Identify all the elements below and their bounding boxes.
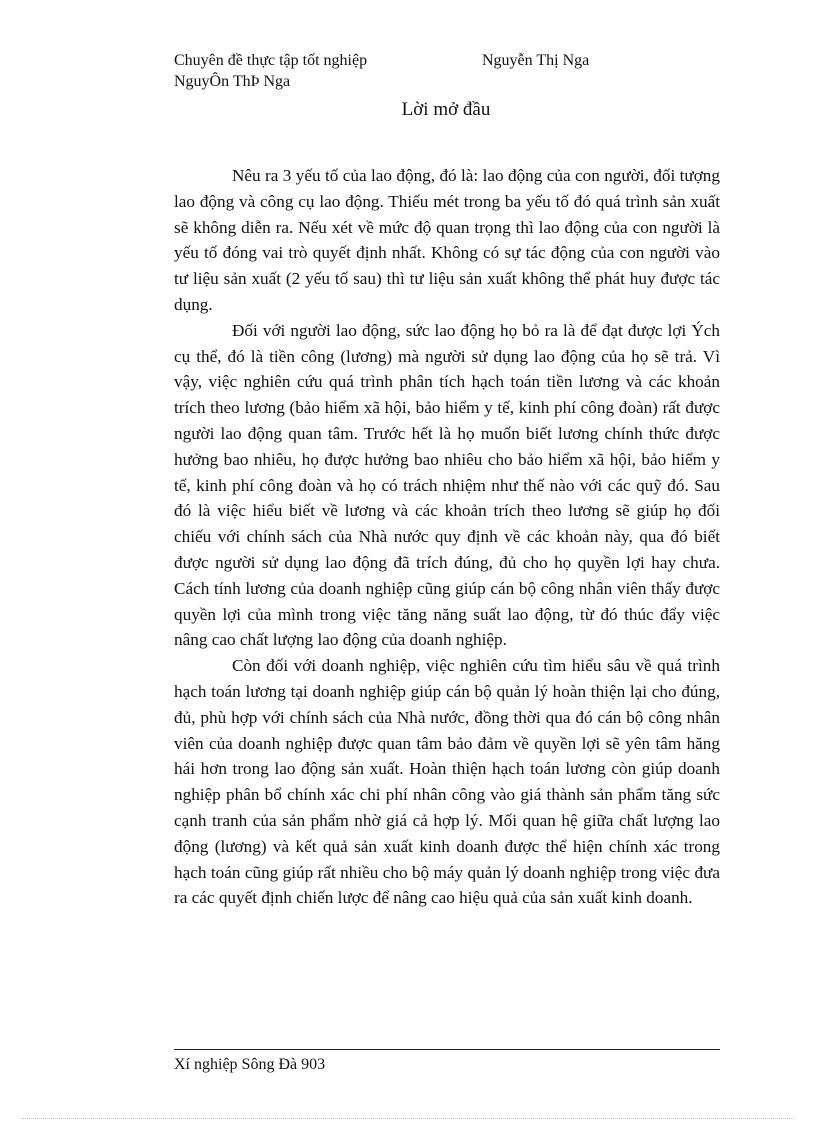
header-row: [174, 50, 720, 71]
page-title: Lời mở đầu: [401, 99, 491, 120]
header-author-garbled: NguyÔn ThÞ Nga: [174, 73, 291, 90]
footer-divider: [174, 1049, 720, 1050]
page-header: [174, 50, 720, 92]
footer-company: Xí nghiệp Sông Đà 903: [174, 1056, 326, 1073]
header-author: Nguyễn Thị Nga: [482, 52, 590, 69]
page-bottom-edge: [22, 1118, 794, 1119]
paragraph-3: Còn đối với doanh nghiệp, việc nghiên cứu tìm hiểu sâu về quá trình hạch toán lương tại doanh nghiệp giúp cán bộ quản lý hoàn thiện lại cho đúng, đủ, phù hợp với chính sách của Nhà nước, đồng thời qua đó cán bộ công nhân viên của doanh nghiệp được quan tâm bảo đảm về quyền lợi sẽ yên tâm hăng hái hơn trong lao động sản xuất. Hoàn thiện hạch toán lương còn giúp doanh nghiệp phân bổ chính xác chi phí nhân công vào giá thành sản phẩm tăng sức cạnh tranh của sản phẩm nhờ giá cả hợp lý. Mối quan hệ giữa chất lượng lao động (lương) và kết quả sản xuất kinh doanh được thể hiện chính xác trong hạch toán cũng giúp rất nhiều cho bộ máy quản lý doanh nghiệp trong việc đưa ra các quyết định chiến lược để nâng cao hiệu quả của sản xuất kinh doanh.: [174, 656, 720, 908]
paragraph-2: Đối với người lao động, sức lao động họ bỏ ra là để đạt được lợi Ých cụ thể, đó là tiền công (lương) mà người sử dụng lao động của họ sẽ trả. Vì vậy, việc nghiên cứu quá trình phân tích hạch toán tiền lương và các khoản trích theo lương (bảo hiểm xã hội, bảo hiểm y tế, kinh phí công đoàn) rất được người lao động quan tâm. Trước hết là họ muốn biết lương chính thức được hưởng bao nhiêu, họ được hưởng bao nhiêu cho bảo hiểm xã hội, bảo hiểm y tế, kinh phí công đoàn và họ có trách nhiệm như thế nào với các quỹ đó. Sau đó là việc hiểu biết về lương và các khoản trích theo lương sẽ giúp họ đối chiếu với chính sách của Nhà nước quy định về các khoản này, qua đó biết được người sử dụng lao động đã trích đúng, đủ cho họ quyền lợi hay chưa. Cách tính lương của doanh nghiệp cũng giúp cán bộ công nhân viên thấy được quyền lợi của mình trong việc tăng năng suất lao động, từ đó thúc đẩy việc nâng cao chất lượng lao động của doanh nghiệp.: [174, 320, 720, 650]
body-text: [174, 163, 720, 911]
header-report-type: Chuyên đề thực tập tốt nghiệp: [174, 52, 368, 69]
paragraph-1: Nêu ra 3 yếu tố của lao động, đó là: lao động của con người, đối tượng lao động và công cụ lao động. Thiếu mét trong ba yếu tố đó quá trình sản xuất sẽ không diễn ra. Nếu xét về mức độ quan trọng thì lao động của con người là yếu tố đóng vai trò quyết định nhất. Không có sự tác động của con người vào tư liệu sản xuất (2 yếu tố sau) thì tư liệu sản xuất không thể phát huy được tác dụng.: [174, 166, 720, 314]
